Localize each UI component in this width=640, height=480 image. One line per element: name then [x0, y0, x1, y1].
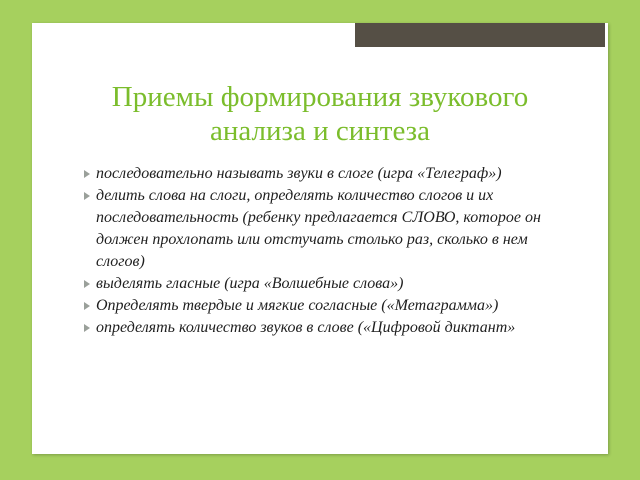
bullet-text: делить слова на слоги, определять количество слогов и их последовательность (ребенку предлагается СЛОВО, которое он должен прохлопать или отстучать столько раз, сколько в нем слогов) [96, 187, 541, 270]
bullet-item [86, 185, 556, 273]
bullet-list [86, 163, 556, 339]
bullet-item [86, 163, 556, 185]
bullet-item [86, 317, 556, 339]
bullet-arrow-icon [84, 170, 90, 178]
bullet-item [86, 295, 556, 317]
title-tab-decoration [352, 23, 608, 50]
bullet-text: определять количество звуков в слове («Цифровой диктант» [96, 319, 516, 336]
bullet-text: выделять гласные (игра «Волшебные слова») [96, 275, 404, 292]
bullet-text: Определять твердые и мягкие согласные («Метаграмма») [96, 297, 499, 314]
slide-title: Приемы формирования звукового анализа и синтеза [111, 81, 529, 147]
bullet-arrow-icon [84, 302, 90, 310]
bullet-text: последовательно называть звуки в слоге (игра «Телеграф») [96, 165, 502, 182]
bullet-item [86, 273, 556, 295]
bullet-arrow-icon [84, 324, 90, 332]
bullet-arrow-icon [84, 280, 90, 288]
bullet-arrow-icon [84, 192, 90, 200]
